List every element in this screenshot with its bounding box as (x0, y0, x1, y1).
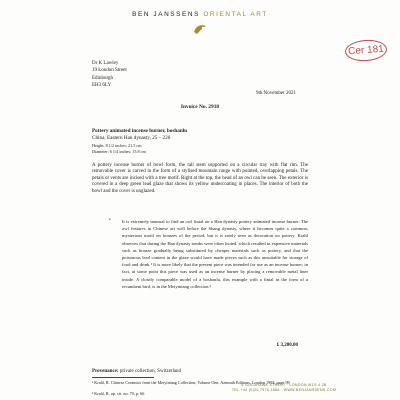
item-origin: China, Eastern Han dynasty, 25 – 220 (92, 135, 171, 141)
footnote-divider (92, 377, 154, 378)
footer-address: 6 GOLDHAWK STREET · LONDON W1S 4 2B (241, 383, 327, 387)
footnote: ¹ Krahl, R. Chinese Ceramics from the Meiyintang Collection, Volume One, Azimuth Editions, London 1994, page 99 (92, 380, 290, 385)
reference-stamp: Cer 181 (344, 39, 387, 63)
letterhead (0, 11, 400, 18)
note-bullet: • (109, 218, 111, 223)
footnote: ² Krahl, R. op. cit. no. 79, p. 66 (92, 391, 145, 396)
brand-logo-icon (192, 22, 208, 36)
invoice-date: 9th November 2021 (256, 91, 296, 96)
footer-contact: TEL +44 (0)20 7976 1888 · WWW.BENJANSSENS.COM (231, 388, 337, 392)
provenance-label: Provenance: (92, 369, 119, 374)
recipient-address (92, 60, 127, 89)
invoice-price: £ 3,200.00 (276, 343, 298, 348)
invoice-title: Invoice No. 2918 (180, 104, 220, 110)
item-title: Pottery animated incense burner, boshanlu (92, 128, 188, 134)
recipient-line: 19 London Street (92, 68, 127, 74)
recipient-line: EH3 6LY (92, 82, 112, 88)
item-description: A pottery incense burner of bowl form, the tall stem supported on a circular tray with flat rim. The removable cover is carved in the form of a stylised mountain range with pointed, overlapping petals. The petals or vents are incised with a tree motif. Right at the top, the head of an owl can be seen. The exterior is covered in a deep green lead glaze that shows its yellow undercoating in places. The interior of both the bowl and the cover is unglazed. (92, 163, 308, 194)
provenance (92, 369, 181, 374)
brand-subtitle: ORIENTAL ART (203, 11, 268, 18)
provenance-value: private collection, Switzerland (118, 369, 182, 374)
recipient-line: Edinburgh (92, 75, 114, 81)
item-note: It is extremely unusual to find an owl finial on a Han dynasty pottery animated incense burner. The owl features in Chinese art well before the Shang dynasty, where it becomes quite a common, mysterious motif on bronzes of the period, but it is rarely seen as decoration on pottery. Krahl observes that during the Han dynasty tombs were often looted, which resulted in expensive materials such as bronze gradually being substituted by cheaper materials such as pottery, and that the poisonous lead content in the glaze would have made pieces such as this unsuitable for storage of food and drink.¹ It is more likely that the present piece was intended for use as an incense burner; in fact, at some point this piece was used as an incense burner by placing a removable metal liner inside. A closely comparable model of a boshanlu, this example with a finial in the form of a recumbent bird, is in the Meiyintang collection.² (122, 219, 308, 289)
recipient-line: Dr K Lawley (92, 61, 119, 66)
item-height: Height: 8 1/2 inches; 21.5 cm (92, 143, 142, 148)
brand-name: BEN JANSSENS (132, 11, 200, 18)
item-diameter: Diameter: 6 1/4 inches; 15.8 cm (92, 149, 146, 154)
